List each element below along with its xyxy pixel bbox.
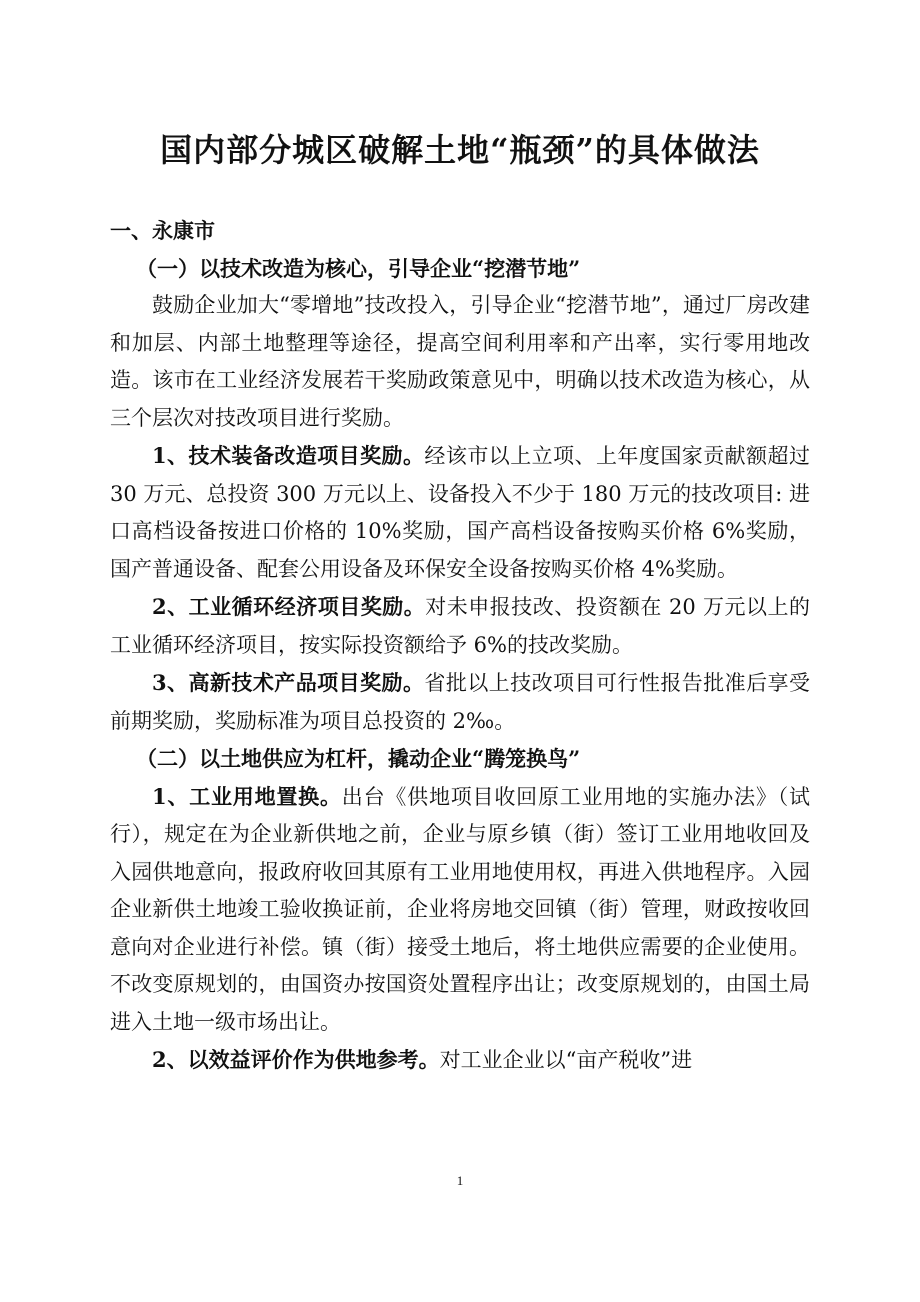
reward-item-3-text: 省批以上技改项目可行性报告批准后享受前期奖励，奖励标准为项目总投资的 2‰。	[110, 671, 810, 733]
land-item-1-lead: 1、工业用地置换。	[152, 783, 342, 809]
reward-item-3-lead: 3、高新技术产品项目奖励。	[152, 670, 425, 695]
section-heading-yongkang: 一、永康市	[110, 218, 215, 243]
reward-item-2-text: 对未申报技改、投资额在 20 万元以上的工业循环经济项目，按实际投资额给予 6%的技改奖励。	[110, 595, 810, 657]
document-title: 国内部分城区破解土地“瓶颈”的具体做法	[160, 131, 760, 169]
subsection-1-intro: 鼓励企业加大“零增地”技改投入，引导企业“挖潜节地”，通过厂房改建和加层、内部土地整理等途径，提高空间利用率和产出率，实行零用地改造。该市在工业经济发展若干奖励政策意见中，明确以技术改造为核心，从三个层次对技改项目进行奖励。	[110, 293, 810, 430]
reward-item-1-text: 经该市以上立项、上年度国家贡献额超过 30 万元、总投资 300 万元以上、设备投入不少于 180 万元的技改项目: 进口高档设备按进口价格的 10%奖励，国产高档设备按购买价格 6%奖励，国产普通设备、配套公用设备及环保安全设备按购买价格 4%奖励。	[110, 444, 811, 581]
land-item-2-lead: 2、以效益评价作为供地参考。	[152, 1047, 440, 1072]
land-item-1-text: 出台《供地项目收回原工业用地的实施办法》（试行），规定在为企业新供地之前，企业与原乡镇（街）签订工业用地收回及入园供地意向，报政府收回其原有工业用地使用权，再进入供地程序。入园企业新供土地竣工验收换证前，企业将房地交回镇（街）管理，财政按收回意向对企业进行补偿。镇（街）接受土地后，将土地供应需要的企业使用。不改变原规划的，由国资办按国资处置程序出让；改变原规划的，由国土局进入土地一级市场出让。	[110, 784, 810, 1034]
reward-item-3	[110, 664, 810, 740]
subsection-heading-1: （一）以技术改造为核心，引导企业“挖潜节地”	[136, 255, 581, 281]
page-number: 1	[456, 1173, 464, 1188]
subsection-heading-2: （二）以土地供应为杠杆，撬动企业“腾笼换鸟”	[136, 746, 581, 771]
reward-item-1-lead: 1、技术装备改造项目奖励。	[152, 443, 425, 468]
reward-item-2	[110, 588, 810, 664]
document-body	[110, 212, 810, 1080]
reward-item-1	[110, 437, 810, 588]
land-item-2	[110, 1041, 810, 1080]
reward-item-2-lead: 2、工业循环经济项目奖励。	[152, 594, 426, 619]
land-item-1	[110, 778, 810, 1042]
land-item-2-text: 对工业企业以“亩产税收”进	[439, 1048, 693, 1072]
